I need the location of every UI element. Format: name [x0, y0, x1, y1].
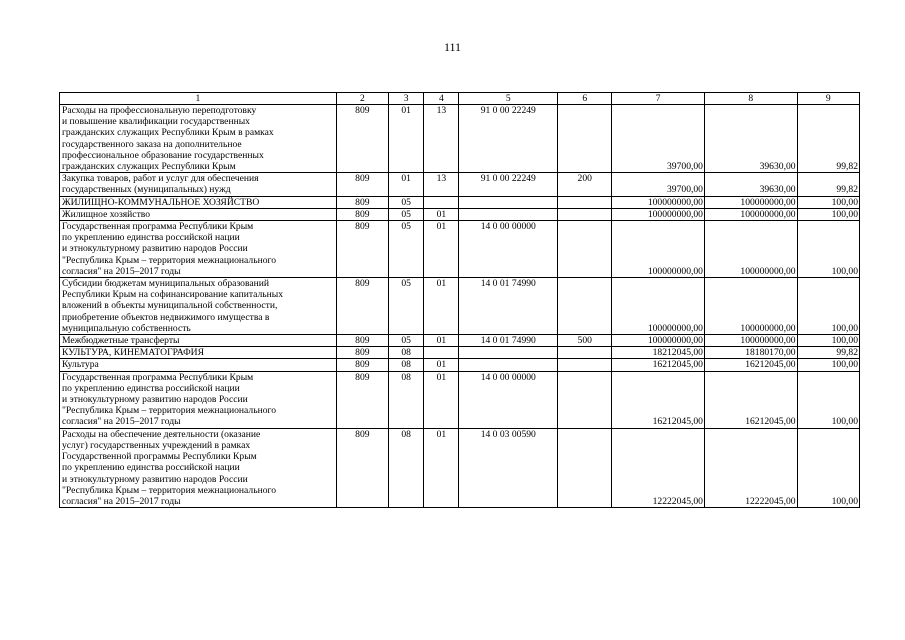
- executed-amount-cell: 39630,00: [704, 105, 797, 173]
- subsection-cell: 01: [424, 278, 459, 335]
- table-row: [60, 221, 860, 278]
- target-article-cell: 14 0 01 74990: [459, 278, 558, 335]
- section-cell: 05: [389, 221, 424, 278]
- table-row: [60, 278, 860, 335]
- execution-percent-cell: 99,82: [797, 173, 859, 196]
- target-article-cell: 91 0 00 22249: [459, 173, 558, 196]
- row-name-cell: Расходы на профессиональную переподготовку и повышение квалификации государственных гражданских служащих Республики Крым в рамках государственного заказа на дополнительное профессиональное образование государственных гражданских служащих Республики Крым: [60, 105, 337, 173]
- section-cell: 01: [389, 105, 424, 173]
- table-row: [60, 208, 860, 220]
- target-article-cell: [459, 196, 558, 208]
- section-cell: 08: [389, 347, 424, 359]
- subsection-cell: 01: [424, 428, 459, 507]
- section-cell: 05: [389, 208, 424, 220]
- row-name-cell: Жилищное хозяйство: [60, 208, 337, 220]
- expense-type-cell: [558, 347, 612, 359]
- target-article-cell: [459, 208, 558, 220]
- target-article-cell: 14 0 01 74990: [459, 335, 558, 347]
- target-article-cell: 91 0 00 22249: [459, 105, 558, 173]
- column-header: 3: [389, 93, 424, 105]
- execution-percent-cell: 100,00: [797, 196, 859, 208]
- table-row: [60, 335, 860, 347]
- executed-amount-cell: 16212045,00: [704, 359, 797, 371]
- expense-type-cell: [558, 428, 612, 507]
- expense-type-cell: [558, 371, 612, 428]
- subsection-cell: 01: [424, 335, 459, 347]
- column-header: 6: [558, 93, 612, 105]
- column-header: 5: [459, 93, 558, 105]
- execution-percent-cell: 100,00: [797, 208, 859, 220]
- admin-code-cell: 809: [336, 196, 388, 208]
- executed-amount-cell: 100000000,00: [704, 335, 797, 347]
- subsection-cell: 01: [424, 359, 459, 371]
- subsection-cell: [424, 347, 459, 359]
- execution-percent-cell: 100,00: [797, 278, 859, 335]
- row-name-cell: ЖИЛИЩНО-КОММУНАЛЬНОЕ ХОЗЯЙСТВО: [60, 196, 337, 208]
- table-row: [60, 196, 860, 208]
- planned-amount-cell: 16212045,00: [612, 359, 705, 371]
- section-cell: 05: [389, 278, 424, 335]
- column-header: 4: [424, 93, 459, 105]
- admin-code-cell: 809: [336, 371, 388, 428]
- admin-code-cell: 809: [336, 335, 388, 347]
- execution-percent-cell: 100,00: [797, 428, 859, 507]
- expense-type-cell: [558, 208, 612, 220]
- planned-amount-cell: 16212045,00: [612, 371, 705, 428]
- expense-type-cell: 200: [558, 173, 612, 196]
- planned-amount-cell: 100000000,00: [612, 335, 705, 347]
- row-name-cell: Культура: [60, 359, 337, 371]
- executed-amount-cell: 100000000,00: [704, 208, 797, 220]
- executed-amount-cell: 100000000,00: [704, 278, 797, 335]
- header-row: [60, 93, 860, 105]
- row-name-cell: Государственная программа Республики Крым по укреплению единства российской нации и этнокультурному развитию народов России "Республика Крым – территория межнационального согласия" на 2015–2017 годы: [60, 221, 337, 278]
- planned-amount-cell: 100000000,00: [612, 196, 705, 208]
- table-row: [60, 347, 860, 359]
- table-row: [60, 359, 860, 371]
- subsection-cell: 01: [424, 221, 459, 278]
- column-header: 9: [797, 93, 859, 105]
- admin-code-cell: 809: [336, 359, 388, 371]
- execution-percent-cell: 100,00: [797, 335, 859, 347]
- section-cell: 08: [389, 428, 424, 507]
- execution-percent-cell: 100,00: [797, 221, 859, 278]
- executed-amount-cell: 39630,00: [704, 173, 797, 196]
- target-article-cell: [459, 347, 558, 359]
- expense-type-cell: [558, 105, 612, 173]
- column-header: 2: [336, 93, 388, 105]
- subsection-cell: [424, 196, 459, 208]
- executed-amount-cell: 100000000,00: [704, 196, 797, 208]
- row-name-cell: Субсидии бюджетам муниципальных образований Республики Крым на софинансирование капитальных вложений в объекты муниципальной собственности, приобретение объектов недвижимого имущества в муниципальную собственность: [60, 278, 337, 335]
- expense-type-cell: 500: [558, 335, 612, 347]
- planned-amount-cell: 100000000,00: [612, 208, 705, 220]
- admin-code-cell: 809: [336, 208, 388, 220]
- executed-amount-cell: 12222045,00: [704, 428, 797, 507]
- column-header: 7: [612, 93, 705, 105]
- table-row: [60, 428, 860, 507]
- target-article-cell: [459, 359, 558, 371]
- budget-table: [59, 92, 860, 508]
- execution-percent-cell: 99,82: [797, 105, 859, 173]
- admin-code-cell: 809: [336, 105, 388, 173]
- page-number: 111: [443, 40, 462, 54]
- row-name-cell: Расходы на обеспечение деятельности (оказание услуг) государственных учреждений в рамках Государственной программы Республики Крым по укреплению единства российской нации и этнокультурному развитию народов России "Республика Крым – территория межнационального согласия" на 2015–2017 годы: [60, 428, 337, 507]
- section-cell: 05: [389, 335, 424, 347]
- table-row: [60, 173, 860, 196]
- target-article-cell: 14 0 03 00590: [459, 428, 558, 507]
- execution-percent-cell: 100,00: [797, 371, 859, 428]
- row-name-cell: Государственная программа Республики Крым по укреплению единства российской нации и этнокультурному развитию народов России "Республика Крым – территория межнационального согласия" на 2015–2017 годы: [60, 371, 337, 428]
- section-cell: 08: [389, 371, 424, 428]
- subsection-cell: 13: [424, 173, 459, 196]
- planned-amount-cell: 18212045,00: [612, 347, 705, 359]
- planned-amount-cell: 100000000,00: [612, 278, 705, 335]
- subsection-cell: 01: [424, 208, 459, 220]
- expense-type-cell: [558, 221, 612, 278]
- expense-type-cell: [558, 196, 612, 208]
- target-article-cell: 14 0 00 00000: [459, 221, 558, 278]
- section-cell: 05: [389, 196, 424, 208]
- planned-amount-cell: 39700,00: [612, 173, 705, 196]
- column-header: 1: [60, 93, 337, 105]
- table-row: [60, 105, 860, 173]
- executed-amount-cell: 100000000,00: [704, 221, 797, 278]
- section-cell: 08: [389, 359, 424, 371]
- planned-amount-cell: 39700,00: [612, 105, 705, 173]
- row-name-cell: Закупка товаров, работ и услуг для обеспечения государственных (муниципальных) нужд: [60, 173, 337, 196]
- admin-code-cell: 809: [336, 278, 388, 335]
- column-header: 8: [704, 93, 797, 105]
- executed-amount-cell: 16212045,00: [704, 371, 797, 428]
- table-row: [60, 371, 860, 428]
- expense-type-cell: [558, 359, 612, 371]
- admin-code-cell: 809: [336, 173, 388, 196]
- execution-percent-cell: 100,00: [797, 359, 859, 371]
- execution-percent-cell: 99,82: [797, 347, 859, 359]
- subsection-cell: 01: [424, 371, 459, 428]
- planned-amount-cell: 100000000,00: [612, 221, 705, 278]
- row-name-cell: КУЛЬТУРА, КИНЕМАТОГРАФИЯ: [60, 347, 337, 359]
- admin-code-cell: 809: [336, 221, 388, 278]
- planned-amount-cell: 12222045,00: [612, 428, 705, 507]
- row-name-cell: Межбюджетные трансферты: [60, 335, 337, 347]
- target-article-cell: 14 0 00 00000: [459, 371, 558, 428]
- admin-code-cell: 809: [336, 428, 388, 507]
- executed-amount-cell: 18180170,00: [704, 347, 797, 359]
- subsection-cell: 13: [424, 105, 459, 173]
- section-cell: 01: [389, 173, 424, 196]
- admin-code-cell: 809: [336, 347, 388, 359]
- expense-type-cell: [558, 278, 612, 335]
